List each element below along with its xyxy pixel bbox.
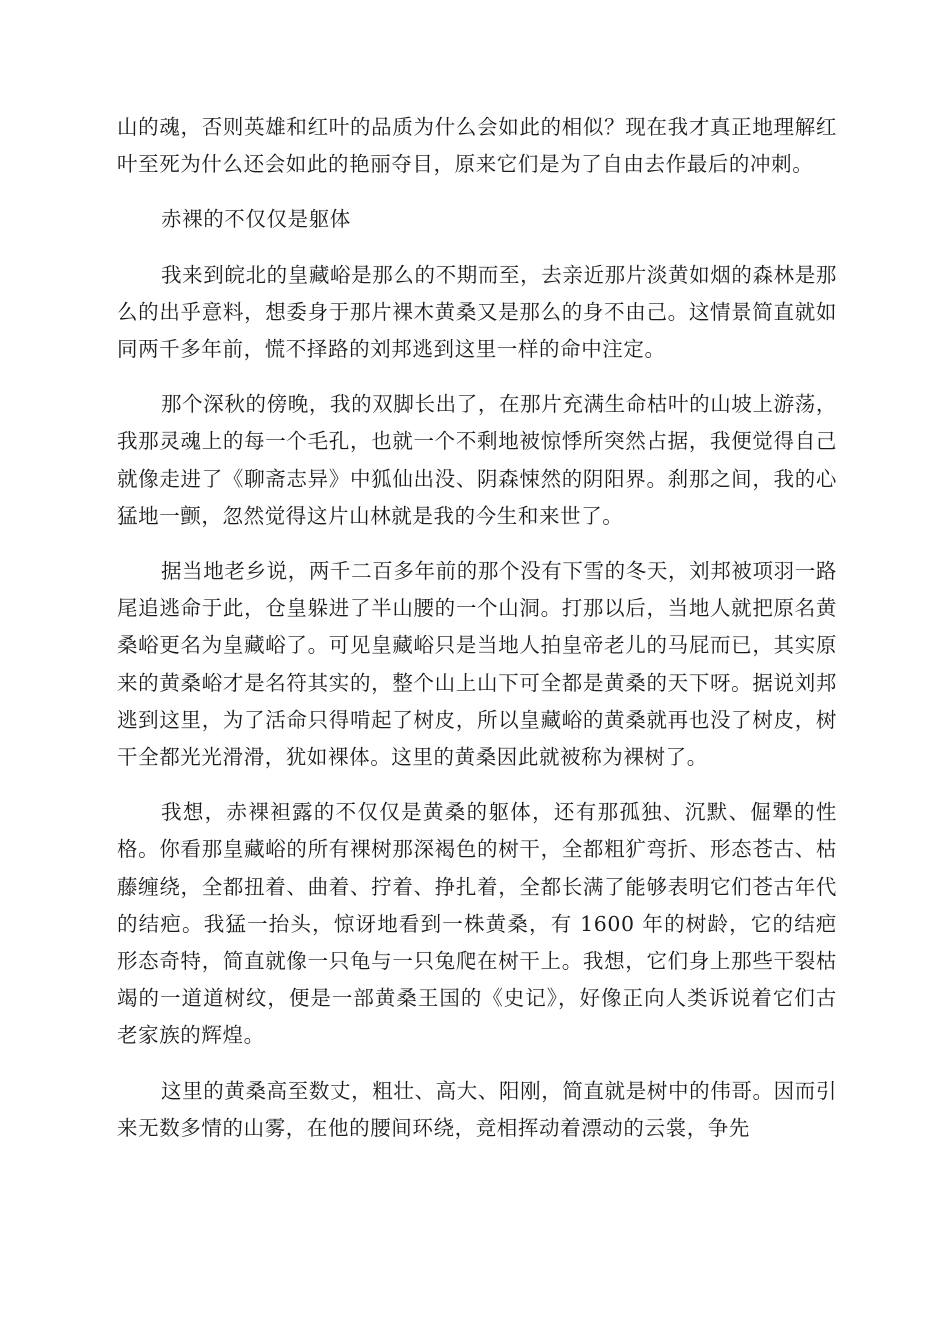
paragraph-continuation: 山的魂，否则英雄和红叶的品质为什么会如此的相似？现在我才真正地理解红叶至死为什么还会如此的艳丽夺目，原来它们是为了自由去作最后的冲刺。 xyxy=(117,115,837,177)
paragraph: 那个深秋的傍晚，我的双脚长出了，在那片充满生命枯叶的山坡上游荡，我那灵魂上的每一个毛孔，也就一个不剩地被惊悸所突然占据，我便觉得自己就像走进了《聊斋志异》中狐仙出没、阴森悚然的阴阳界。刹那之间，我的心猛地一颤，忽然觉得这片山林就是我的今生和来世了。 xyxy=(117,392,837,528)
paragraph: 我想，赤裸袒露的不仅仅是黄桑的躯体，还有那孤独、沉默、倔犟的性格。你看那皇藏峪的所有裸树那深褐色的树干，全都粗犷弯折、形态苍古、枯藤缠绕，全都扭着、曲着、拧着、挣扎着，全都长满了能够表明它们苍古年代的结疤。我猛一抬头，惊讶地看到一株黄桑，有 1600 年的树龄，它的结疤形态奇特，简直就像一只龟与一只兔爬在树干上。我想，它们身上那些干裂枯竭的一道道树纹，便是一部黄桑王国的《史记》，好像正向人类诉说着它们古老家族的辉煌。 xyxy=(117,800,837,1048)
paragraph: 据当地老乡说，两千二百多年前的那个没有下雪的冬天，刘邦被项羽一路尾追逃命于此，仓皇躲进了半山腰的一个山洞。打那以后，当地人就把原名黄桑峪更名为皇藏峪了。可见皇藏峪只是当地人拍皇帝老儿的马屁而已，其实原来的黄桑峪才是名符其实的，整个山上山下可全都是黄桑的天下呀。据说刘邦逃到这里，为了活命只得啃起了树皮，所以皇藏峪的黄桑就再也没了树皮，树干全都光光滑滑，犹如裸体。这里的黄桑因此就被称为裸树了。 xyxy=(117,559,837,770)
paragraph: 我来到皖北的皇藏峪是那么的不期而至，去亲近那片淡黄如烟的森林是那么的出乎意料，想委身于那片裸木黄桑又是那么的身不由己。这情景简直就如同两千多年前，慌不择路的刘邦逃到这里一样的命中注定。 xyxy=(117,262,837,362)
paragraph: 这里的黄桑高至数丈，粗壮、高大、阳刚，简直就是树中的伟哥。因而引来无数多情的山雾，在他的腰间环绕，竞相挥动着漂动的云裳，争先 xyxy=(117,1078,837,1140)
section-heading: 赤裸的不仅仅是躯体 xyxy=(161,207,351,232)
document-body xyxy=(117,109,837,1165)
